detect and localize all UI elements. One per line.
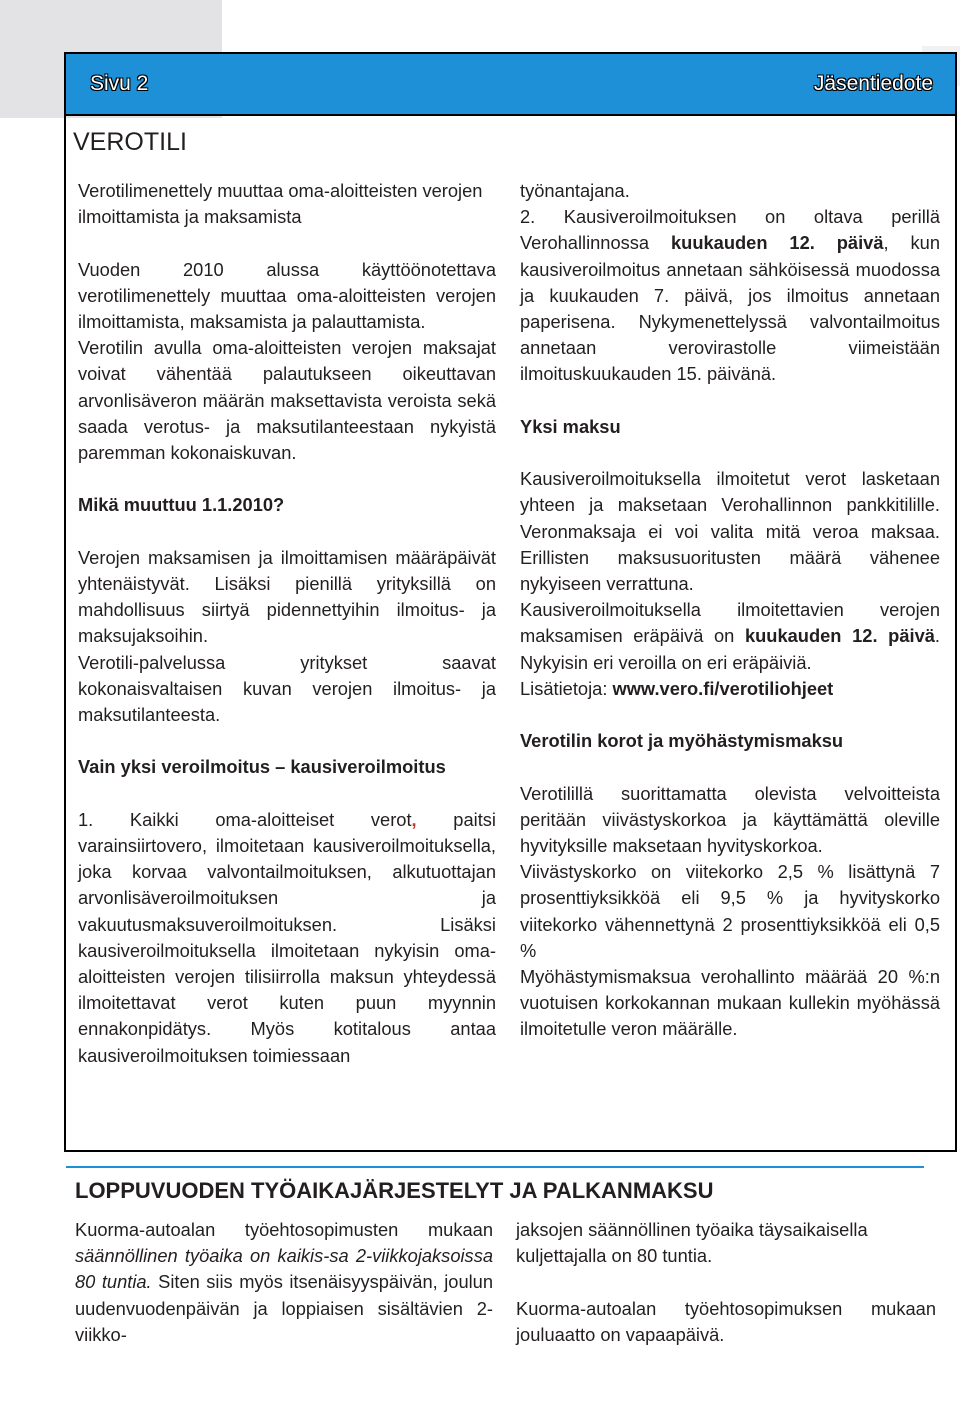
paragraph: Kuorma-autoalan työehtosopimuksen mukaan jouluaatto on vapaapäivä.: [516, 1297, 936, 1345]
paragraph: Kausiveroilmoituksella ilmoitetut verot lasketaan yhteen ja maksetaan Verohallinnon pankkitilille. Veronmaksaja ei voi valita mitä veroa maksaa. Erillisten maksusuoritusten määrä vähenee nykyiseen verrattuna.: [520, 468, 940, 595]
paragraph: [520, 204, 940, 387]
text-run-comma: ,: [411, 808, 417, 830]
text-run: Kausiveroilmoituksella ilmoitettavien verojen maksamisen eräpäivä on: [520, 599, 940, 647]
paragraph: Myöhästymismaksua verohallinto määrää 20 %:n vuotuisen korkokannan mukaan kullekin myöhässä ilmoitetulle veron määrälle.: [520, 966, 940, 1040]
article-column-right-2: [516, 1217, 936, 1348]
text-run: , kun kausiveroilmoitus annetaan sähköisessä muodossa ja kuukauden 7. päivä, jos ilmoitus annetaan paperisena. Nykymenettelyssä valvontailmoitus annetaan verovirastolle viimeistään ilmoituskuukauden 15. päivänä.: [520, 232, 940, 385]
section-title-verotili: VEROTILI: [73, 128, 187, 156]
link-verotiliohjeet[interactable]: www.vero.fi/verotiliohjeet: [612, 677, 834, 699]
paragraph: Verotilin avulla oma-aloitteisten verojen maksajat voivat vähentää palautukseen oikeuttavan arvonlisäveron määrän maksettavista veroista sekä saada verotus- ja maksutilanteestaan nykyistä paremman kokonaiskuvan.: [78, 337, 496, 464]
text-run: 2. Kausiveroilmoituksen on oltava perillä Verohallinnossa: [520, 206, 940, 254]
article-column-left-2: [75, 1217, 493, 1348]
page-label: Sivu 2: [90, 72, 149, 95]
subheading-vain-yksi-veroilmoitus: Vain yksi veroilmoitus – kausiveroilmoitus: [78, 756, 446, 778]
text-run-bold: kuukauden 12. päivä: [671, 232, 884, 254]
text-run: paitsi varainsiirtovero, ilmoitetaan kausiveroilmoituksella, joka korvaa valvontailmoituksen, alkutuottajan arvonlisäveroilmoituksen ja vakuutusmaksuveroilmoituksen. Lisäksi kausiveroilmoituksella ilmoitetaan nykyisin oma-aloitteisten verojen tilisiirrolla maksun yhteydessä ilmoitettavat verot kuten puun myynnin ennakonpidätys. Myös kotitalous antaa kausiveroilmoituksen toimiessaan: [78, 808, 496, 1066]
page-header: [66, 54, 955, 116]
publication-title: Jäsentiedote: [813, 72, 933, 95]
paragraph: Verotilillä suorittamatta olevista velvoitteista peritään viivästyskorkoa ja käyttämättä oleville hyvityksille maksetaan hyvityskorkoa.: [520, 782, 940, 857]
paragraph: [520, 676, 940, 702]
paragraph: Verojen maksamisen ja ilmoittamisen määräpäivät yhtenäistyvät. Lisäksi pienillä yrityksillä on mahdollisuus siirtyä pidennettyihin ilmoitus- ja maksujaksoihin.: [78, 546, 496, 647]
text-run-italic: säännöllinen työaika on kaikis-sa 2-viikkojaksoissa 80 tuntia.: [75, 1245, 493, 1293]
text-run-bold: kuukauden 12. päivä: [744, 625, 935, 647]
paragraph: Viivästyskorko on viitekorko 2,5 % lisättynä 7 prosenttiyksikköä eli 9,5 % ja hyvityskorko viitekorko vähennettynä 2 prosenttiyksikköä eli 0,5 %: [520, 861, 940, 961]
section-divider: [66, 1166, 924, 1168]
text-run: Siten siis myös itsenäisyyspäivän, joulun uudenvuodenpäivän ja loppiaisen sisältävien 2-viikko-: [75, 1271, 494, 1345]
paragraph: [520, 597, 940, 676]
paragraph: Verotili-palvelussa yritykset saavat kokonaisvaltaisen kuvan verojen ilmoitus- ja maksutilanteesta.: [78, 651, 496, 726]
text-run: . Nykyisin eri veroilla on eri eräpäiviä.: [520, 625, 940, 673]
paragraph: työnantajana.: [520, 180, 630, 201]
text-run: 1. Kaikki oma-aloitteiset verot: [78, 808, 412, 830]
subheading-yksi-maksu: Yksi maksu: [520, 415, 621, 437]
article-column-left: [78, 178, 496, 1069]
text-run: Lisätietoja:: [520, 677, 613, 699]
paragraph: [78, 807, 496, 1069]
paragraph: jaksojen säännöllinen työaika täysaikaisella kuljettajalla on 80 tuntia.: [516, 1219, 868, 1267]
article-column-right: [520, 178, 940, 1043]
section-title-loppuvuoden: LOPPUVUODEN TYÖAIKAJÄRJESTELYT JA PALKANMAKSU: [75, 1178, 714, 1203]
text-run: Kuorma-autoalan työehtosopimusten mukaan: [75, 1219, 493, 1240]
subheading-korot-ja-myohastymismaksu: Verotilin korot ja myöhästymismaksu: [520, 730, 844, 752]
paragraph: Vuoden 2010 alussa käyttöönotettava verotilimenettely muuttaa oma-aloitteisten verojen ilmoittamista, maksamista ja palauttamista.: [78, 258, 496, 332]
intro-paragraph: Verotilimenettely muuttaa oma-aloitteisten verojen ilmoittamista ja maksamista: [78, 180, 483, 228]
subheading-mika-muuttuu: Mikä muuttuu 1.1.2010?: [78, 494, 285, 516]
paragraph: [75, 1217, 493, 1348]
